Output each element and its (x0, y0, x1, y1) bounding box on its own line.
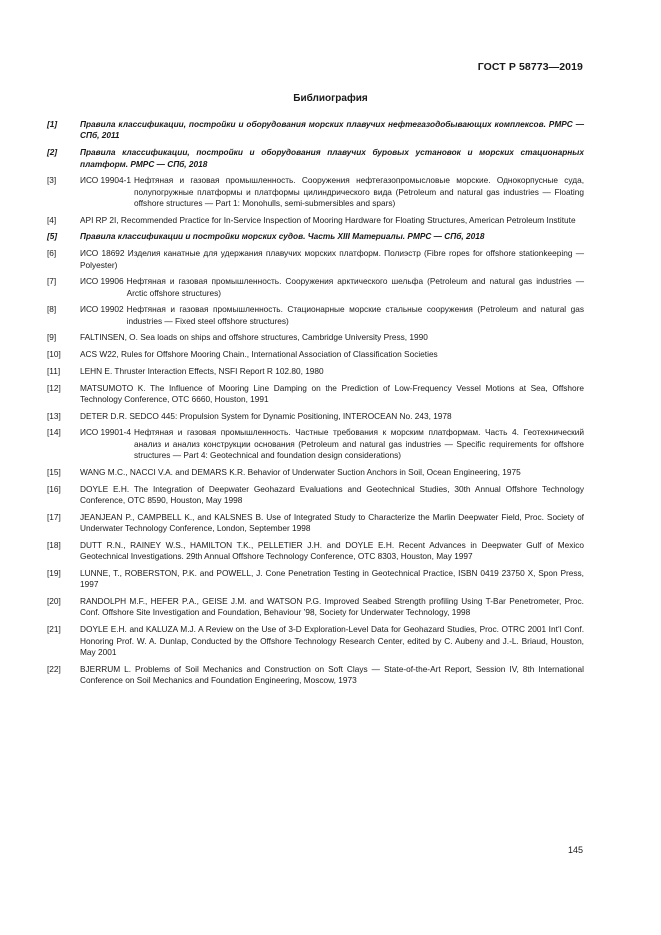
reference-item (47, 624, 584, 658)
reference-text: MATSUMOTO K. The Influence of Mooring Line Damping on the Prediction of Low-Frequency Vessel Motions at Sea, Offshore Technology Conference, OTC 6660, Houston, 1991 (80, 382, 584, 404)
reference-number: [22] (47, 663, 61, 674)
reference-text: ACS W22, Rules for Offshore Mooring Chain., International Association of Classification Societies (80, 349, 438, 360)
reference-text: BJERRUM L. Problems of Soil Mechanics and Construction on Soft Clays — State-of-the-Art Report, Session IV, 8th International Conference on Soil Mechanics and Foundation Engineering, Moscow, 1973 (80, 663, 584, 686)
bibliography-title: Библиография (293, 93, 368, 104)
reference-item (47, 467, 584, 478)
reference-text: Нефтяная и газовая промышленность. Частные требования к морским платформам. Часть 4. Геотехнический анализ и анализ конструкции основания (Petroleum and natural gas industries — Specific requirements for offshore structures — Part 4: Geotechnical and foundation design considerations) (133, 427, 584, 461)
reference-number: [6] (47, 248, 57, 259)
reference-body (80, 304, 584, 327)
reference-item (47, 349, 584, 360)
reference-text: LUNNE, T., ROBERSTON, P.K. and POWELL, J. Cone Penetration Testing in Geotechnical Practice, ISBN 0419 23750 X, Spon Press, 1997 (80, 567, 584, 590)
reference-number: [13] (47, 410, 61, 421)
reference-text: Правила классификации, постройки и оборудования морских плавучих нефтегазодобывающих комплексов. РМРС — СПб, 2011 (80, 119, 584, 141)
reference-text: ИСО 18692 Изделия канатные для удержания плавучих морских платформ. Полиэстр (Fibre ropes for offshore stationkeeping — Polyester) (80, 248, 584, 270)
standard-designation: ГОСТ Р 58773—2019 (477, 61, 583, 73)
reference-number: [4] (47, 214, 57, 225)
reference-item (47, 304, 584, 327)
reference-text: DOYLE E.H. and KALUZA M.J. A Review on the Use of 3-D Exploration-Level Data for Geohazard Studies, Proc. OTRC 2001 Int’l Conf. Honoring Prof. W. A. Dunlap, Conducted by the Offshore Technology Research Center, edited by C. Aubeny and J.-L. Briaud, Houston, May 2001 (80, 624, 584, 657)
reference-text: WANG M.C., NACCI V.A. and DEMARS K.R. Behavior of Underwater Suction Anchors in Soil, Ocean Engineering, 1975 (80, 466, 521, 477)
reference-number: [3] (47, 175, 57, 186)
reference-number: [7] (47, 276, 57, 287)
reference-number: [5] (47, 231, 58, 242)
reference-item (47, 383, 584, 406)
reference-item (47, 664, 584, 687)
reference-number: [20] (47, 596, 61, 607)
reference-text: Правила классификации, постройки и оборудования плавучих буровых установок и морских стационарных платформ. РМРС — СПб, 2018 (80, 147, 584, 169)
reference-item (47, 147, 584, 170)
reference-body (80, 427, 584, 461)
reference-item (47, 332, 584, 343)
reference-body (80, 175, 584, 209)
reference-item (47, 427, 584, 461)
reference-item (47, 484, 584, 507)
reference-number: [14] (47, 427, 61, 438)
reference-number: [21] (47, 624, 61, 635)
reference-number: [9] (47, 332, 57, 343)
reference-item (47, 215, 584, 226)
reference-number: [1] (47, 119, 58, 129)
reference-standard-code: ИСО 19901-4 (80, 427, 131, 438)
reference-number: [2] (47, 147, 58, 158)
reference-number: [8] (47, 304, 57, 315)
reference-item (47, 276, 584, 299)
reference-item (47, 366, 584, 377)
reference-text: JEANJEAN P., CAMPBELL K., and KALSNES B. Use of Integrated Study to Characterize the Marlin Deepwater Field, Proc. Society of Underwater Technology Conference, London, September 1998 (80, 511, 584, 534)
reference-number: [12] (47, 382, 61, 393)
reference-text: Нефтяная и газовая промышленность. Сооружения арктического шельфа (Petroleum and natural gas industries — Arctic offshore structures) (126, 276, 584, 298)
reference-number: [17] (47, 511, 61, 522)
reference-item (47, 568, 584, 591)
reference-text: DOYLE E.H. The Integration of Deepwater Geohazard Evaluations and Geotechnical Studies, 30th Annual Offshore Technology Conference, OTC 8590, Houston, May 1998 (80, 483, 584, 506)
reference-item (47, 596, 584, 619)
reference-item (47, 512, 584, 535)
reference-standard-code: ИСО 19904-1 (80, 175, 131, 186)
reference-text: RANDOLPH M.F., HEFER P.A., GEISE J.M. and WATSON P.G. Improved Seabed Strength profiling Using T-Bar Penetrometer, Proc. Conf. Offshore Site Investigation and Foundation, Behaviour ’98, Society for Underwater Technology, 1998 (80, 596, 584, 618)
reference-item (47, 175, 584, 209)
reference-item (47, 540, 584, 563)
page-number: 145 (567, 845, 583, 855)
reference-number: [11] (47, 365, 61, 376)
reference-text: Нефтяная и газовая промышленность. Стационарные морские стальные сооружения (Petroleum and natural gas industries — Fixed steel offshore structures) (126, 304, 584, 326)
reference-text: FALTINSEN, O. Sea loads on ships and offshore structures, Cambridge University Press, 1990 (80, 332, 428, 343)
reference-text: DUTT R.N., RAINEY W.S., HAMILTON T.K., PELLETIER J.H. and DOYLE E.H. Recent Advances in Deepwater Gulf of Mexico Geotechnical Investigations. 29th Annual Offshore Technology Conference, OTC 8303, Houston, May 1997 (80, 539, 584, 562)
reference-text: API RP 2I, Recommended Practice for In-Service Inspection of Mooring Hardware for Floating Structures, American Petroleum Institute (80, 214, 576, 225)
reference-item (47, 411, 584, 422)
reference-text: Нефтяная и газовая промышленность. Сооружения нефтегазопромысловые морские. Однокорпусные суда, полупогружные платформы и платформы цилиндрического вида (Petroleum and natural gas industries — Floating offshore structures — Part 1: Monohulls, semi-submersibles and spars) (133, 175, 584, 209)
reference-text: LEHN E. Thruster Interaction Effects, NSFI Report R 102.80, 1980 (80, 365, 324, 376)
reference-body (80, 276, 584, 299)
reference-text: DETER D.R. SEDCO 445: Propulsion System for Dynamic Positioning, INTEROCEAN No. 243, 1978 (80, 410, 452, 421)
reference-number: [16] (47, 483, 61, 494)
reference-item (47, 231, 584, 242)
reference-number: [19] (47, 567, 61, 578)
reference-list (47, 119, 584, 692)
reference-number: [18] (47, 539, 61, 550)
reference-standard-code: ИСО 19906 (80, 276, 124, 287)
reference-text: Правила классификации и постройки морских судов. Часть XIII Материалы. РМРС — СПб, 2018 (80, 231, 485, 242)
reference-standard-code: ИСО 19902 (80, 304, 124, 315)
reference-number: [15] (47, 466, 61, 477)
reference-item (47, 248, 584, 271)
reference-number: [10] (47, 349, 61, 360)
reference-item (47, 119, 584, 142)
